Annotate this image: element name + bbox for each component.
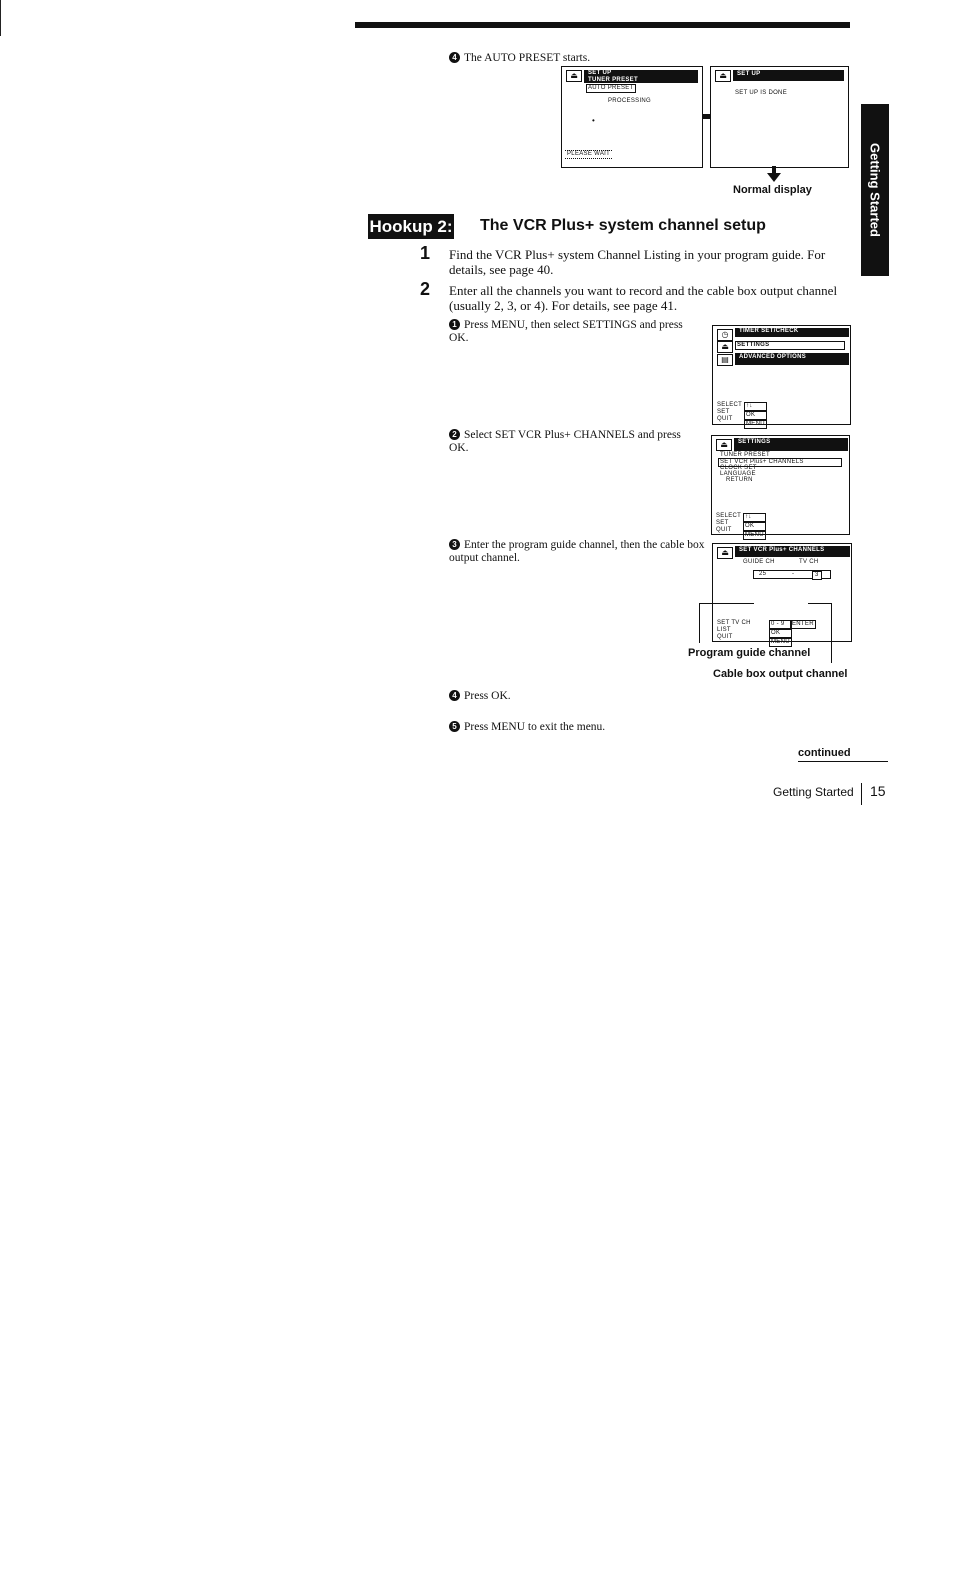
channel-entry-row: 25 - 3 [753, 570, 831, 579]
callout-line [831, 603, 832, 663]
substep-3 [449, 539, 709, 565]
step-number-icon: 4 [449, 690, 460, 701]
step-number-icon: 4 [449, 52, 460, 63]
auto-preset-step [449, 52, 590, 65]
tape-icon: ⏏ [717, 547, 733, 559]
screen-setup-done [710, 66, 849, 168]
step-number-icon: 1 [449, 319, 460, 330]
control-labels: SELECT SET QUIT [717, 402, 743, 422]
footer-section: Getting Started [773, 785, 854, 799]
normal-display-caption: Normal display [733, 184, 812, 196]
guide-ch-label: GUIDE CH [743, 559, 775, 565]
step-2-text: Enter all the channels you want to record and the cable box output channel (usually 2, 3, or 4). For details, see page 41. [449, 283, 838, 313]
auto-preset-item: AUTO PRESET [588, 85, 634, 91]
processing-status: PROCESSING [608, 98, 652, 104]
tv-ch-label: TV CH [799, 559, 819, 565]
side-tab-label: Getting Started [867, 143, 883, 237]
tape-icon: ⏏ [716, 439, 732, 451]
setup-done-status: SET UP IS DONE [735, 90, 787, 96]
step-number-icon: 5 [449, 721, 460, 732]
step-number-icon: 3 [449, 539, 460, 550]
options-icon: ▤ [717, 354, 733, 366]
callout-line [699, 603, 700, 643]
screen-settings [711, 435, 850, 538]
settings-item-language: LANGUAGE [720, 471, 756, 477]
control-keys: ↑↓ OK MENU [745, 514, 764, 538]
menu-item-timer: TIMER SET/CHECK [735, 328, 849, 337]
cable-box-callout: Cable box output channel [713, 668, 848, 680]
page-edge-mark [0, 0, 1, 36]
settings-item-vcr-plus: SET VCR Plus+ CHANNELS [718, 458, 842, 467]
substep-3-text: Enter the program guide channel, then the cable box output channel. [449, 539, 705, 564]
control-keys: 0 - 9 OK MENU [771, 621, 790, 645]
settings-item-tuner: TUNER PRESET [720, 452, 770, 458]
control-labels: SELECT SET QUIT [716, 513, 742, 533]
substep-1 [449, 319, 699, 345]
screen-header: SET VCR Plus+ CHANNELS [735, 546, 850, 557]
callout-line [699, 603, 754, 604]
step-1-number: 1 [420, 243, 431, 263]
side-tab [861, 104, 889, 276]
step-1-text: Find the VCR Plus+ system Channel Listing in your program guide. For details, see page 40. [449, 247, 826, 277]
tape-icon: ⏏ [715, 70, 731, 82]
tape-icon: ⏏ [566, 70, 582, 82]
continued-label: continued [798, 747, 851, 759]
callout-line [808, 603, 832, 604]
footer-divider [861, 783, 862, 805]
substep-5-text: Press MENU to exit the menu. [464, 721, 606, 733]
substep-2-text: Select SET VCR Plus+ CHANNELS and press OK. [449, 429, 681, 454]
please-wait-message: PLEASE WAIT [567, 151, 611, 157]
control-labels: SET TV CH LIST QUIT [717, 620, 751, 640]
step-2-number: 2 [420, 279, 431, 299]
substep-4 [449, 690, 511, 703]
control-keys: ↑↓ OK MENU [746, 403, 765, 427]
program-guide-callout: Program guide channel [688, 647, 811, 659]
hookup-badge: Hookup 2: [368, 214, 454, 239]
screen-header: SET UP TUNER PRESET [584, 70, 698, 83]
page-number: 15 [870, 783, 886, 799]
screen-header: SETTINGS [734, 438, 848, 451]
substep-2 [449, 429, 699, 455]
screen-header: SET UP [733, 70, 844, 81]
enter-key: ENTER [792, 621, 814, 627]
continued-rule [798, 761, 888, 762]
screen-main-menu [712, 325, 851, 425]
substep-5 [449, 721, 605, 734]
clock-icon: ◷ [717, 329, 733, 341]
substep-4-text: Press OK. [464, 690, 511, 702]
section-title: The VCR Plus+ system channel setup [480, 217, 766, 234]
step-number-icon: 2 [449, 429, 460, 440]
menu-item-settings: SETTINGS [735, 341, 845, 350]
top-rule [355, 22, 850, 28]
progress-dot: • [592, 116, 596, 125]
arrow-down-icon [767, 173, 781, 182]
auto-preset-text: The AUTO PRESET starts. [464, 52, 591, 64]
menu-item-advanced: ADVANCED OPTIONS [735, 353, 849, 365]
settings-item-return: RETURN [726, 477, 753, 483]
substep-1-text: Press MENU, then select SETTINGS and press OK. [449, 319, 683, 344]
tape-icon: ⏏ [717, 341, 733, 353]
settings-item-clock: CLOCK SET [720, 465, 757, 471]
screen-auto-preset [561, 66, 703, 168]
